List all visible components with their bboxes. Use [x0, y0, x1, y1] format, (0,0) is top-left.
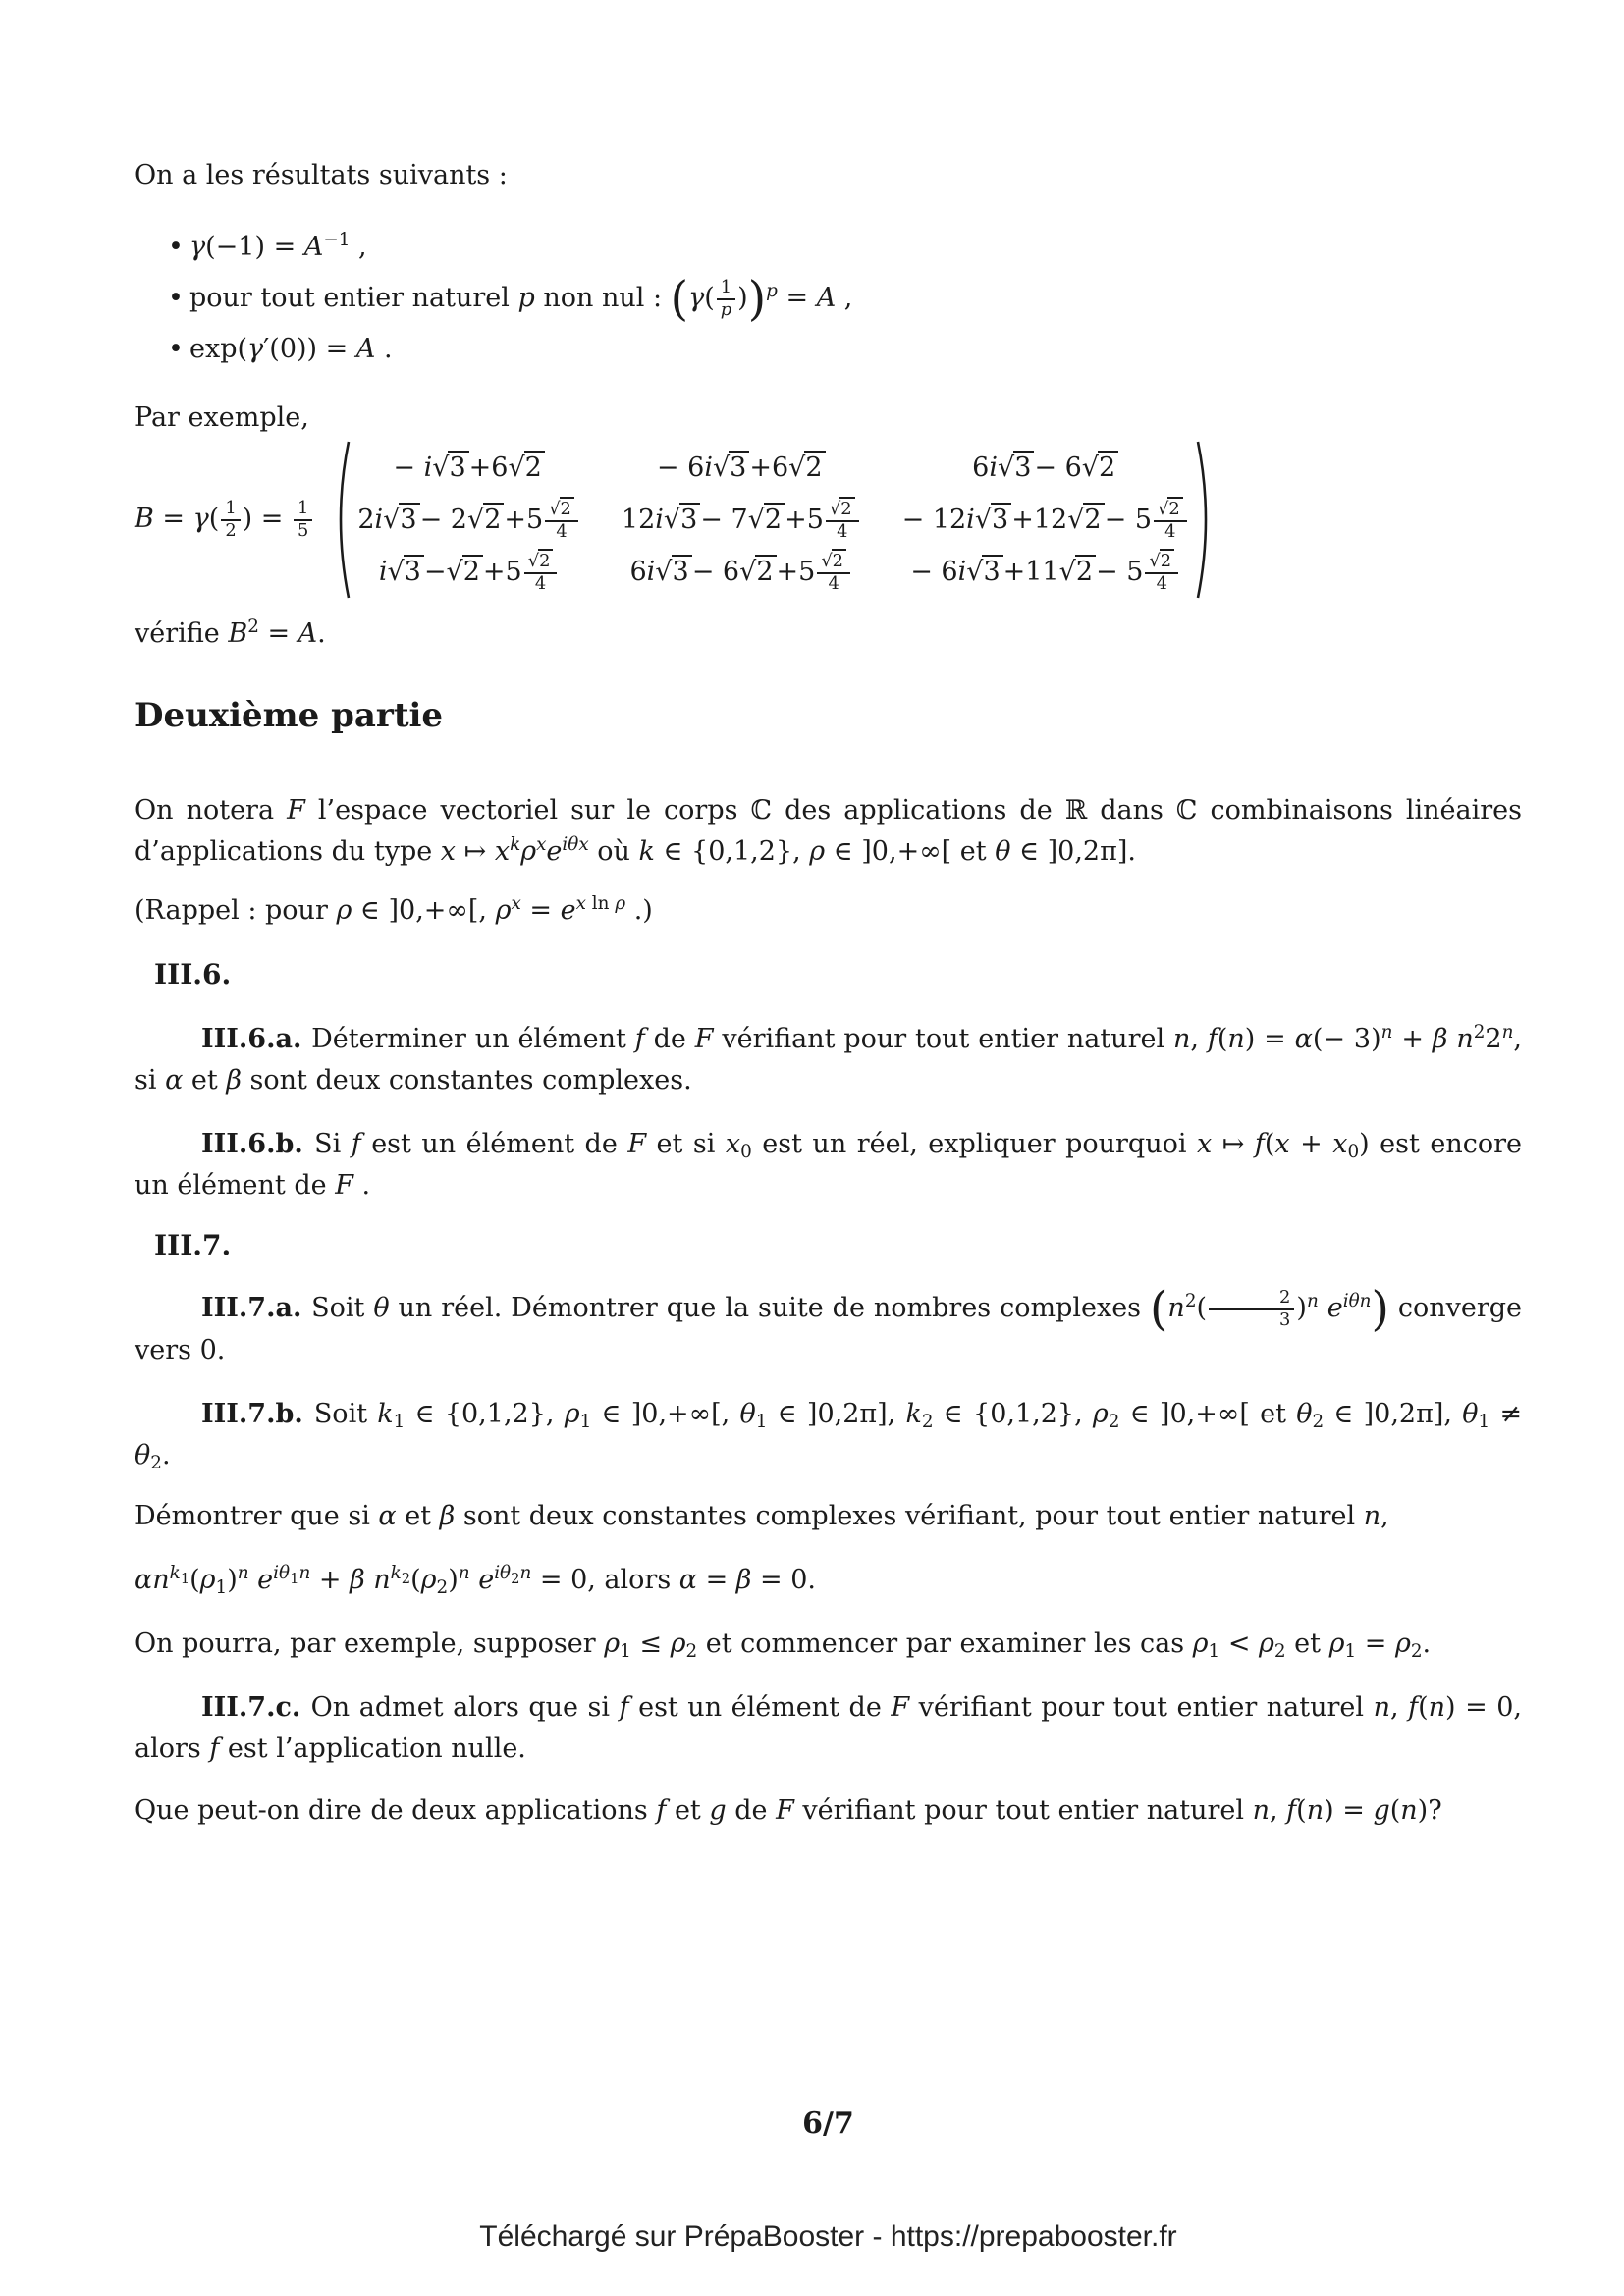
- matrix-left-paren: [330, 439, 352, 601]
- bullet-icon: •: [168, 232, 184, 262]
- alpha-beta-formula: $\alpha n^{k_1}(\rho 1)^n$ $e^{i\theta_1n} + \beta$ $n^{k_2}(\rho 2)^n$ $e^{i\theta_2n} = 0$, alors α = β = 0.: [135, 1562, 816, 1599]
- verifie-paragraph: vérifie $B^2 = A$.: [135, 615, 326, 649]
- question-6a-paragraph: III.6.a. Déterminer un élément f de F vérifiant pour tout entier naturel n, $f(n) = \alpha(- 3)^n + \beta$ $n^22^n$, si α et β sont deux constantes complexes.: [135, 1021, 1522, 1095]
- matrix-right-paren: [1195, 439, 1217, 601]
- matrix-cell: − 6i√3 +11√2 − 5 $\frac{√2}{4}$: [902, 546, 1189, 598]
- intro-paragraph: On a les résultats suivants :: [135, 160, 508, 190]
- demontrer-paragraph: Démontrer que si α et β sont deux constantes complexes vérifiant, pour tout entier naturel n,: [135, 1500, 1389, 1531]
- matrix-cell: 6i√3 − 6√2: [902, 442, 1189, 494]
- matrix-cell: 2i√3 − 2√2 +5 $\frac{√2}{4}$: [357, 494, 580, 546]
- matrix-cell: 12i√3 − 7√2 +5 $\frac{√2}{4}$: [622, 494, 861, 546]
- bullet-formula-2: pour tout entier naturel p non nul : (γ( $\frac{1}{p}$ ))$^p$ = A ,: [189, 272, 853, 327]
- bullet-item-2: [135, 272, 1522, 327]
- bullet-formula-3: exp(γ′(0)) = A .: [189, 334, 393, 364]
- notera-paragraph: On notera F l’espace vectoriel sur le corps ℂ des applications de ℝ dans ℂ combinaisons linéaires d’applications du type x ↦ $x^k\rho^xe^{i\theta x}$ où k ∈ {0,1,2}, ρ ∈ ]0,+∞[ et θ ∈ ]0,2π].: [135, 795, 1523, 867]
- question-6b-paragraph: III.6.b. Si f est un élément de F et si x0 est un réel, expliquer pourquoi x ↦ f(x + x0) est encore un élément de F .: [135, 1129, 1522, 1201]
- question-7a-paragraph: III.7.a. Soit θ un réel. Démontrer que la suite de nombres complexes ($n^2$( $\frac{2}{3}$ )$^n$ $e^{i\theta n}$) converge vers 0.: [135, 1282, 1523, 1365]
- matrix-cell: 6i√3 − 6√2 +5 $\frac{√2}{4}$: [622, 546, 861, 598]
- onpourra-paragraph: On pourra, par exemple, supposer ρ1 ≤ ρ2 et commencer par examiner les cas ρ1 < ρ2 et ρ1 = ρ2.: [135, 1628, 1432, 1663]
- matrix-cell: − 12i√3 +12√2 − 5 $\frac{√2}{4}$: [902, 494, 1189, 546]
- par-exemple-paragraph: Par exemple,: [135, 402, 309, 433]
- matrix-grid: [357, 442, 1188, 598]
- matrix-cell: i√3 −√2 +5 $\frac{√2}{4}$: [357, 546, 580, 598]
- matrix-equation: [135, 439, 1522, 601]
- bullet-formula-1: $\gamma(-1) = A^{-1}$ ,: [189, 229, 367, 262]
- matrix-cell: − i√3 +6√2: [357, 442, 580, 494]
- results-bullet-list: [135, 222, 1522, 375]
- question-7-heading: III.7.: [154, 1229, 232, 1261]
- bullet-item-3: [135, 324, 1522, 375]
- section-title: Deuxième partie: [135, 696, 444, 735]
- bullet-icon: •: [168, 334, 184, 364]
- question-6-heading: III.6.: [154, 958, 232, 990]
- final-question-paragraph: Que peut-on dire de deux applications f et g de F vérifiant pour tout entier naturel n, f(n) = g(n)?: [135, 1794, 1442, 1826]
- footer-link-text: Téléchargé sur PrépaBooster - https://prepabooster.fr: [479, 2219, 1177, 2253]
- question-7b-paragraph: III.7.b. Soit k1 ∈ {0,1,2}, ρ1 ∈ ]0,+∞[, θ1 ∈ ]0,2π], k2 ∈ {0,1,2}, ρ2 ∈ ]0,+∞[ et θ2 ∈ ]0,2π], θ1 ≠ θ2.: [135, 1398, 1523, 1474]
- question-7c-paragraph: III.7.c. On admet alors que si f est un élément de F vérifiant pour tout entier naturel n, f(n) = 0, alors f est l’application nulle.: [135, 1691, 1522, 1764]
- matrix-prefix: B = γ( $\frac{1}{2}$ ) = $\frac{1}{5}$: [135, 499, 314, 541]
- rappel-paragraph: (Rappel : pour ρ ∈ ]0,+∞[, $\rho^x = e^{x ln \rho}$ .): [135, 892, 653, 926]
- page-number: 6/7: [802, 2106, 854, 2141]
- matrix-cell: − 6i√3 +6√2: [622, 442, 861, 494]
- bullet-icon: •: [168, 283, 184, 313]
- bullet-item-1: [135, 222, 1522, 273]
